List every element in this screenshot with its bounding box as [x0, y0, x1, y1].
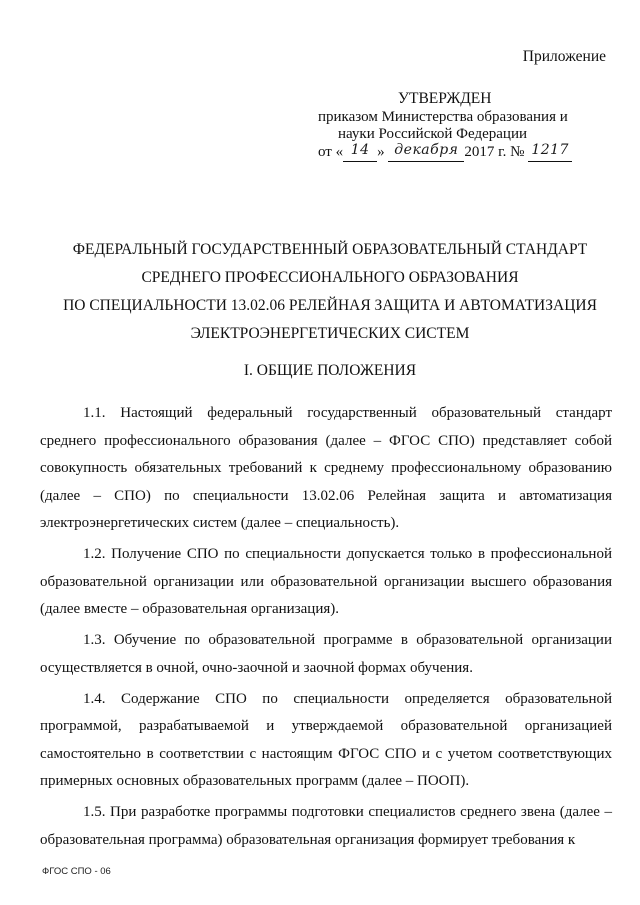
- paragraph-1-4: 1.4. Содержание СПО по специальности определяется образовательной программой, разрабатываемой и утверждаемой образовательной организацией самостоятельно в соответствии с настоящим ФГОС СПО и с учетом соответствующих примерных основных образовательных программ (далее – ПООП).: [40, 690, 612, 790]
- approval-block: [318, 90, 608, 162]
- date-day-field: [343, 141, 377, 163]
- paragraph-1-2: 1.2. Получение СПО по специальности допускается только в профессиональной образовательной организации или образовательной организации высшего образования (далее вместе – образовательная организация).: [40, 546, 612, 618]
- title-line-2: СРЕДНЕГО ПРОФЕССИОНАЛЬНОГО ОБРАЗОВАНИЯ: [141, 269, 519, 286]
- section-heading: I. ОБЩИЕ ПОЛОЖЕНИЯ: [243, 362, 417, 379]
- footer-code: ФГОС СПО - 06: [42, 866, 111, 877]
- appendix-label: Приложение: [522, 48, 606, 65]
- order-number-field: [528, 141, 572, 163]
- date-day-handwritten: 14: [350, 141, 370, 158]
- date-month-field: [388, 141, 464, 163]
- paragraph-1-3: 1.3. Обучение по образовательной программе в образовательной организации осуществляется в очной, очно-заочной и заочной формах обучения.: [40, 632, 612, 676]
- order-number-handwritten: 1217: [531, 141, 569, 158]
- title-line-3: ПО СПЕЦИАЛЬНОСТИ 13.02.06 РЕЛЕЙНАЯ ЗАЩИТА И АВТОМАТИЗАЦИЯ: [63, 297, 597, 314]
- title-line-1: ФЕДЕРАЛЬНЫЙ ГОСУДАРСТВЕННЫЙ ОБРАЗОВАТЕЛЬНЫЙ СТАНДАРТ: [72, 241, 588, 258]
- date-month-handwritten: декабря: [394, 141, 459, 158]
- date-mid: »: [377, 143, 385, 160]
- approval-date-line: [318, 141, 608, 163]
- paragraph-1-5: 1.5. При разработке программы подготовки специалистов среднего звена (далее – образовательная программа) образовательная организация формирует требования к: [40, 804, 612, 848]
- paragraph-1-1: 1.1. Настоящий федеральный государственный образовательный стандарт среднего профессионального образования (далее – ФГОС СПО) представляет собой совокупность обязательных требований к среднему профессиональному образованию (далее – СПО) по специальности 13.02.06 Релейная защита и автоматизация электроэнергетических систем (далее – специальность).: [40, 405, 612, 532]
- approval-line-2: науки Российской Федерации: [338, 126, 528, 142]
- title-line-4: ЭЛЕКТРОЭНЕРГЕТИЧЕСКИХ СИСТЕМ: [190, 325, 470, 342]
- date-prefix: от «: [318, 143, 344, 160]
- document-title: [40, 236, 620, 348]
- date-suffix: 2017 г. №: [464, 143, 525, 160]
- body-text: [40, 400, 612, 857]
- approved-heading: УТВЕРЖДЕН: [398, 90, 492, 107]
- approval-line-1: приказом Министерства образования и: [318, 108, 568, 125]
